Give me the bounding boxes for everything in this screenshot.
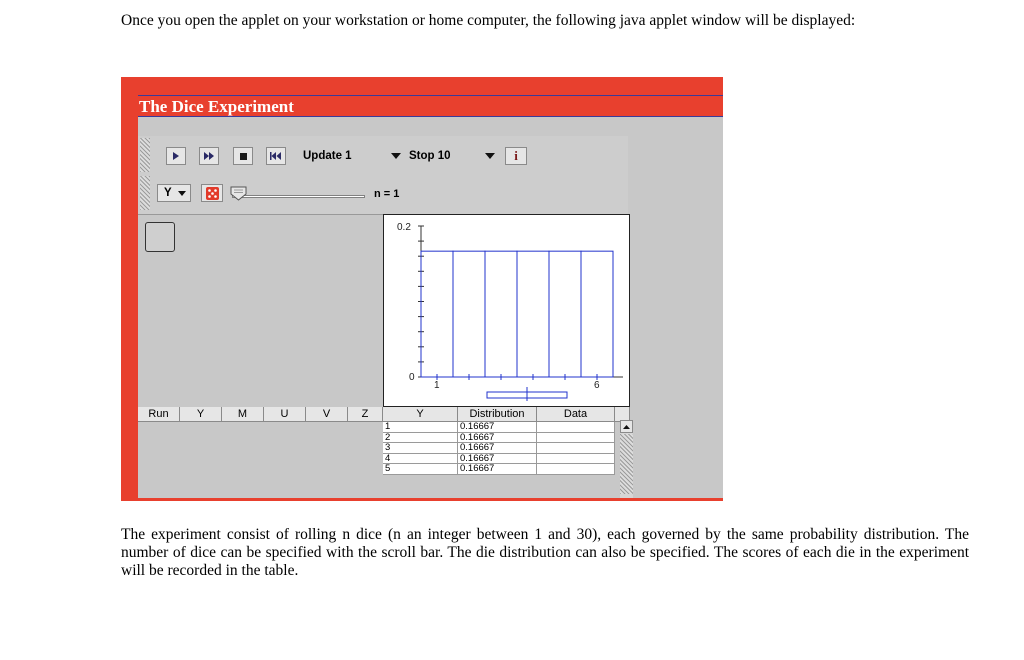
table-cell-data[interactable] (537, 454, 615, 465)
stop-select-value: Stop 10 (409, 150, 451, 162)
table-cell-y[interactable]: 3 (383, 443, 458, 454)
dice-count-slider[interactable] (232, 195, 365, 198)
table-cell-y[interactable]: 2 (383, 433, 458, 444)
slider-thumb[interactable] (230, 186, 247, 201)
run-button[interactable] (199, 147, 219, 165)
column-header[interactable]: Distribution (458, 407, 537, 422)
stop-icon (240, 153, 247, 160)
stop-select[interactable] (409, 147, 495, 165)
bar-4 (517, 251, 549, 377)
variable-select-value: Y (164, 187, 172, 199)
table-cell-y[interactable]: 5 (383, 464, 458, 475)
y-tick-label: 0 (409, 372, 415, 383)
reset-button[interactable] (266, 147, 286, 165)
column-header[interactable]: Z (348, 407, 383, 422)
column-header[interactable]: U (264, 407, 306, 422)
fast-forward-icon (204, 152, 215, 160)
y-tick-label: 0.2 (397, 222, 411, 233)
distribution-chart (384, 215, 629, 406)
table-cell-data[interactable] (537, 464, 615, 475)
info-button[interactable] (505, 147, 527, 165)
dice-count-label: n = 1 (374, 188, 400, 200)
x-tick-label: 6 (594, 380, 600, 391)
update-select[interactable] (303, 147, 401, 165)
table-cell-y[interactable]: 4 (383, 454, 458, 465)
chevron-up-icon (623, 425, 630, 429)
bar-6 (581, 251, 613, 377)
play-icon (172, 152, 180, 160)
chevron-down-icon (178, 191, 186, 196)
column-header[interactable]: Run (138, 407, 180, 422)
column-header[interactable]: V (306, 407, 348, 422)
column-header[interactable]: Y (383, 407, 458, 422)
distribution-plot (383, 214, 630, 407)
table-cell-dist[interactable]: 0.16667 (458, 464, 537, 475)
applet-title: The Dice Experiment (139, 97, 294, 116)
column-header[interactable]: Data (537, 407, 615, 422)
table-cell-dist[interactable]: 0.16667 (458, 422, 537, 433)
die-icon (206, 187, 219, 200)
update-select-value: Update 1 (303, 150, 352, 162)
toolbar-grip-2[interactable] (140, 176, 150, 210)
table-scrollbar[interactable] (620, 420, 633, 498)
description-paragraph: The experiment consist of rolling n dice (n an integer between 1 and 30), each governed by the same probability distribution. The number of dice can be specified with the scroll bar. The die distribution can also be specified. The scores of each die in the experiment will be recorded in the table. (121, 526, 969, 579)
chevron-down-icon (485, 153, 495, 159)
rewind-icon (270, 152, 282, 160)
intro-paragraph: Once you open the applet on your workstation or home computer, the following java applet window will be displayed: (121, 12, 856, 29)
die-face[interactable] (145, 222, 175, 252)
bar-5 (549, 251, 581, 377)
chevron-down-icon (391, 153, 401, 159)
table-cell-data[interactable] (537, 433, 615, 444)
table-cell-dist[interactable]: 0.16667 (458, 454, 537, 465)
toolbar (138, 136, 628, 214)
table-cell-y[interactable]: 1 (383, 422, 458, 433)
table-cell-dist[interactable]: 0.16667 (458, 433, 537, 444)
bar-2 (453, 251, 485, 377)
step-button[interactable] (166, 147, 186, 165)
table-cell-data[interactable] (537, 443, 615, 454)
column-header[interactable]: Y (180, 407, 222, 422)
distribution-table (383, 407, 630, 498)
applet-title-bar (138, 95, 723, 117)
applet-window (121, 77, 723, 501)
stop-button[interactable] (233, 147, 253, 165)
toolbar-grip[interactable] (140, 138, 150, 172)
scroll-up-button[interactable] (620, 420, 633, 433)
applet-content (138, 95, 723, 498)
variable-select[interactable] (157, 184, 191, 202)
scroll-thumb[interactable] (620, 434, 633, 494)
x-tick-label: 1 (434, 380, 440, 391)
dice-panel (138, 214, 383, 408)
bar-1 (421, 251, 453, 377)
info-icon: i (514, 148, 518, 163)
table-cell-dist[interactable]: 0.16667 (458, 443, 537, 454)
run-table (138, 407, 383, 498)
table-cell-data[interactable] (537, 422, 615, 433)
column-header[interactable]: M (222, 407, 264, 422)
bar-3 (485, 251, 517, 377)
die-distribution-button[interactable] (201, 184, 223, 202)
